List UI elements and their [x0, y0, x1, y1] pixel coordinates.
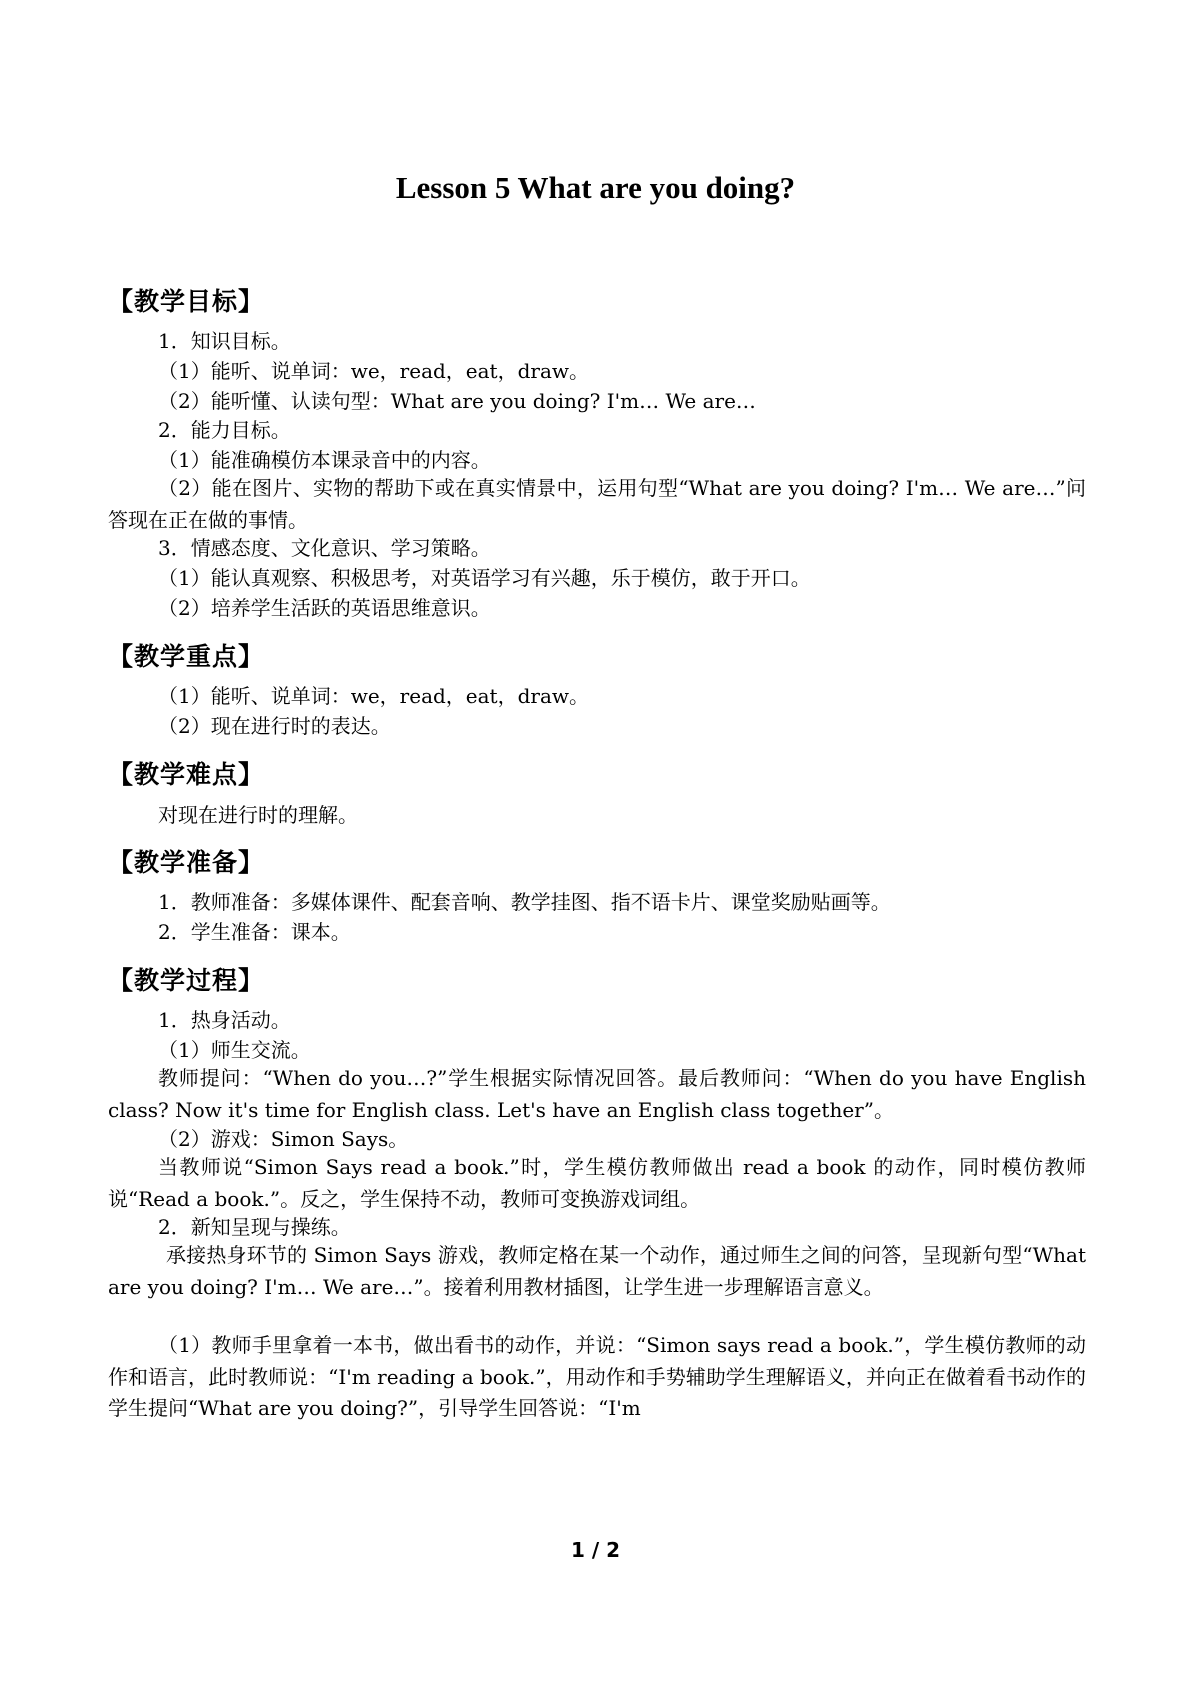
- process-paragraph: 当教师说“Simon Says read a book.”时，学生模仿教师做出 read a book 的动作，同时模仿教师说“Read a book.”。反之，学生保持不动，教师可变换游戏词组。: [108, 1155, 1086, 1211]
- key-point-line: （2）现在进行时的表达。: [158, 714, 391, 738]
- section-heading-preparation: 【教学准备】: [108, 848, 265, 877]
- objective-line: （1）能准确模仿本课录音中的内容。: [158, 448, 491, 472]
- page-number: 1 / 2: [570, 1538, 621, 1562]
- objective-line: （1）能认真观察、积极思考，对英语学习有兴趣，乐于模仿，敢于开口。: [158, 566, 811, 590]
- process-paragraph: 承接热身环节的 Simon Says 游戏，教师定格在某一个动作，通过师生之间的问答，呈现新句型“What are you doing? I'm… We are…”。接着利用教材插图，让学生进一步理解语言意义。: [108, 1243, 1086, 1299]
- difficulty-line: 对现在进行时的理解。: [158, 803, 358, 827]
- preparation-line: 2．学生准备：课本。: [158, 920, 351, 944]
- section-heading-difficulties: 【教学难点】: [108, 760, 265, 789]
- process-paragraph: 教师提问：“When do you…?”学生根据实际情况回答。最后教师问：“When do you have English class? Now it's time for English class. Let's have an English class together”。: [108, 1066, 1086, 1122]
- process-line: （2）游戏：Simon Says。: [158, 1127, 409, 1151]
- process-line: 1．热身活动。: [158, 1008, 291, 1032]
- process-paragraph: （1）教师手里拿着一本书，做出看书的动作，并说：“Simon says read a book.”，学生模仿教师的动作和语言，此时教师说：“I'm reading a book.”，用动作和手势辅助学生理解语义，并向正在做着看书动作的学生提问“What are you doing?”，引导学生回答说：“I'm: [108, 1333, 1086, 1420]
- document-title: Lesson 5 What are you doing?: [395, 170, 796, 205]
- objective-line: 1．知识目标。: [158, 329, 291, 353]
- preparation-line: 1．教师准备：多媒体课件、配套音响、教学挂图、指不语卡片、课堂奖励贴画等。: [158, 890, 891, 914]
- process-line: 2．新知呈现与操练。: [158, 1215, 351, 1239]
- section-heading-key-points: 【教学重点】: [108, 642, 265, 671]
- section-heading-objectives: 【教学目标】: [108, 287, 265, 316]
- objective-paragraph: （2）能在图片、实物的帮助下或在真实情景中，运用句型“What are you doing? I'm… We are…”问答现在正在做的事情。: [108, 476, 1086, 532]
- objective-line: （1）能听、说单词：we，read，eat，draw。: [158, 359, 590, 383]
- process-line: （1）师生交流。: [158, 1038, 311, 1062]
- objective-line: 3．情感态度、文化意识、学习策略。: [158, 536, 491, 560]
- key-point-line: （1）能听、说单词：we，read，eat，draw。: [158, 684, 590, 708]
- objective-line: 2．能力目标。: [158, 418, 291, 442]
- section-heading-process: 【教学过程】: [108, 966, 265, 995]
- objective-line: （2）能听懂、认读句型：What are you doing? I'm… We are…: [158, 389, 756, 413]
- objective-line: （2）培养学生活跃的英语思维意识。: [158, 596, 491, 620]
